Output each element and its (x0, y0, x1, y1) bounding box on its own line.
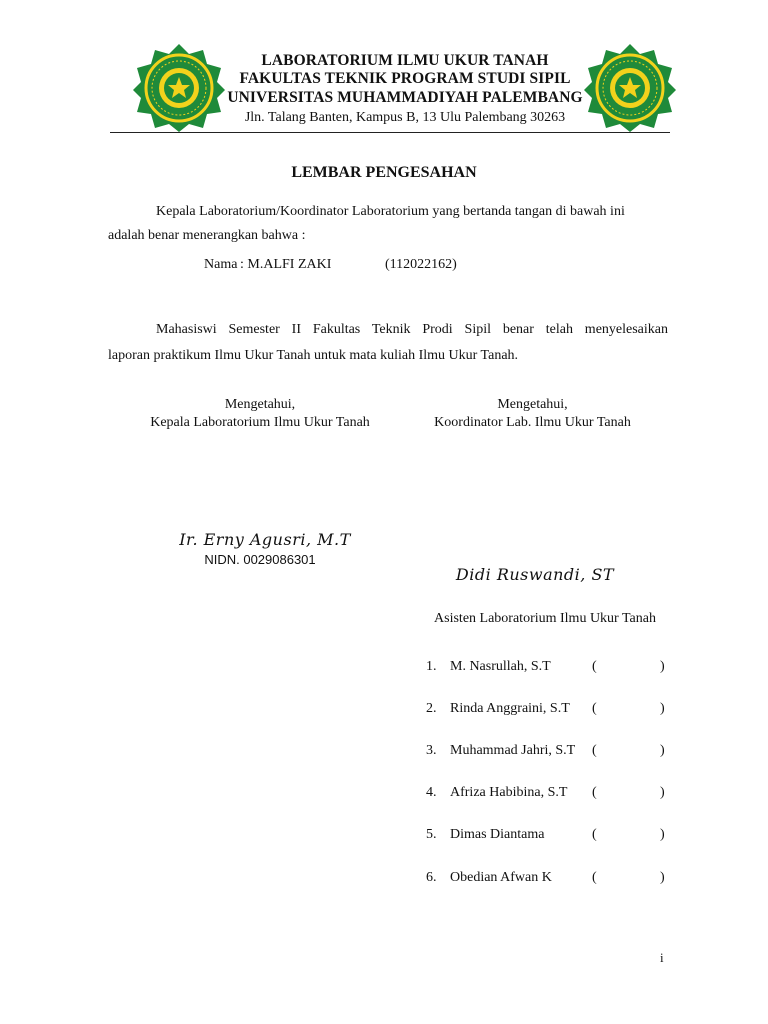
assistant-number: 2. (426, 701, 437, 716)
intro-line-2: adalah benar menerangkan bahwa : (108, 228, 306, 243)
list-item (426, 659, 671, 679)
assistant-number: 3. (426, 743, 437, 758)
list-item (426, 785, 671, 805)
left-signer-nidn: NIDN. 0029086301 (204, 552, 316, 567)
body-line-2: laporan praktikum Ilmu Ukur Tanah untuk mata kuliah Ilmu Ukur Tanah. (108, 348, 519, 363)
page-number: i (660, 950, 664, 965)
header-lab-name: LABORATORIUM ILMU UKUR TANAH (261, 52, 549, 69)
student-id: (112022162) (385, 257, 457, 272)
signature-open-paren: ( (592, 701, 597, 716)
signature-close-paren: ) (660, 785, 665, 800)
signature-open-paren: ( (592, 827, 597, 842)
assistant-name: Rinda Anggraini, S.T (450, 701, 570, 716)
signature-open-paren: ( (592, 870, 597, 885)
left-signer-name: Ir. Erny Agusri, M.T (179, 530, 351, 549)
signature-open-paren: ( (592, 785, 597, 800)
list-item (426, 870, 671, 890)
assistant-name: Afriza Habibina, S.T (450, 785, 568, 800)
body-line-1: Mahasiswi Semester II Fakultas Teknik Prodi Sipil benar telah menyelesaikan (156, 322, 668, 337)
header-university: UNIVERSITAS MUHAMMADIYAH PALEMBANG (227, 89, 583, 106)
assistant-number: 5. (426, 827, 437, 842)
right-signer-name: Didi Ruswandi, ST (455, 565, 615, 584)
assistant-number: 1. (426, 659, 437, 674)
assistant-name: Muhammad Jahri, S.T (450, 743, 576, 758)
left-sign-heading: Mengetahui, (224, 397, 296, 412)
assistant-number: 4. (426, 785, 437, 800)
assistant-name: Dimas Diantama (450, 827, 545, 842)
assistant-number: 6. (426, 870, 437, 885)
list-item (426, 827, 671, 847)
document-title: LEMBAR PENGESAHAN (291, 164, 477, 181)
signature-open-paren: ( (592, 659, 597, 674)
signature-close-paren: ) (660, 827, 665, 842)
assistants-heading: Asisten Laboratorium Ilmu Ukur Tanah (434, 611, 656, 626)
right-sign-heading: Mengetahui, (497, 397, 568, 412)
assistant-name: Obedian Afwan K (450, 870, 552, 885)
intro-line-1: Kepala Laboratorium/Koordinator Laboratorium yang bertanda tangan di bawah ini (156, 204, 625, 219)
name-label: Nama (204, 257, 238, 272)
signature-close-paren: ) (660, 870, 665, 885)
header-divider (110, 132, 670, 133)
assistant-name: M. Nasrullah, S.T (450, 659, 551, 674)
header-address: Jln. Talang Banten, Kampus B, 13 Ulu Palembang 30263 (244, 110, 566, 125)
signature-close-paren: ) (660, 701, 665, 716)
header-faculty: FAKULTAS TEKNIK PROGRAM STUDI SIPIL (239, 70, 571, 87)
name-value: : M.ALFI ZAKI (240, 257, 332, 272)
list-item (426, 743, 671, 763)
list-item (426, 701, 671, 721)
left-sign-role: Kepala Laboratorium Ilmu Ukur Tanah (150, 415, 370, 430)
signature-close-paren: ) (660, 743, 665, 758)
signature-open-paren: ( (592, 743, 597, 758)
right-sign-role: Koordinator Lab. Ilmu Ukur Tanah (434, 415, 631, 430)
signature-close-paren: ) (660, 659, 665, 674)
